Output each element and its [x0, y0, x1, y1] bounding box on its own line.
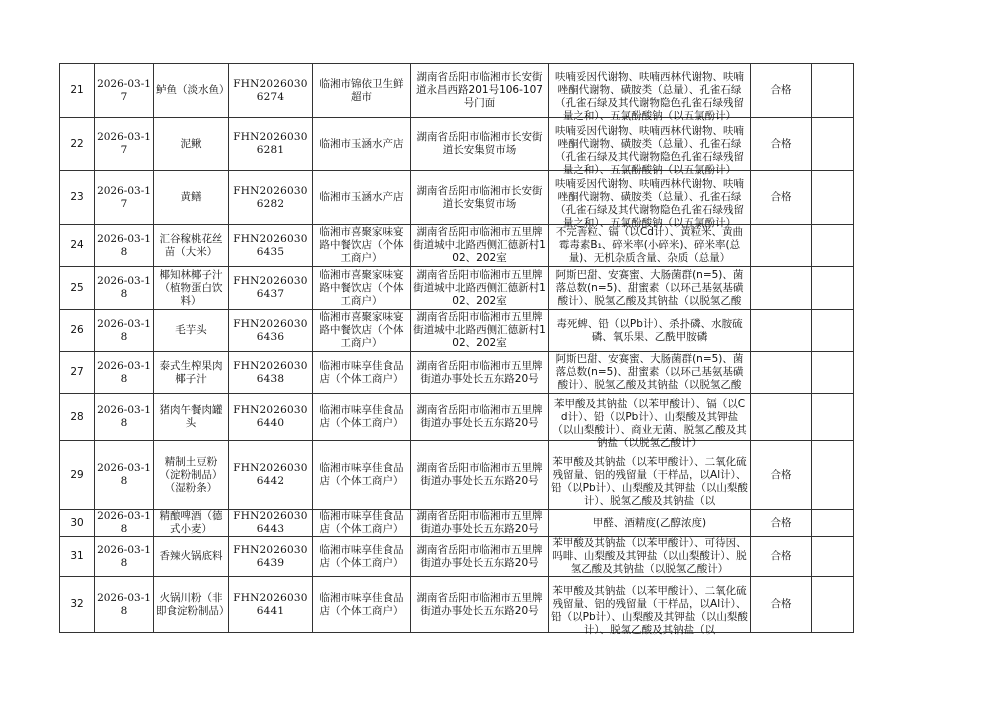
sample-name: 泥鳅	[154, 118, 229, 171]
test-items-text: 阿斯巴甜、安赛蜜、大肠菌群(n=5)、菌落总数(n=5)、甜蜜素（以环己基氨基磺酸计）、脱氢乙酸及其钠盐（以脱氢乙酸	[555, 268, 744, 307]
sampling-date: 2026-03-17	[95, 118, 154, 171]
unit-address: 湖南省岳阳市临湘市五里牌街道办事处长五东路20号	[411, 352, 549, 394]
sampled-unit: 临湘市味享佳食品店（个体工商户）	[313, 352, 411, 394]
result-cell	[751, 352, 812, 394]
sample-code: FHN20260306439	[229, 537, 313, 577]
test-items	[549, 310, 751, 352]
sample-name: 火锅川粉（非即食淀粉制品）	[154, 577, 229, 633]
result-cell: 合格	[751, 510, 812, 537]
row-number: 21	[60, 64, 95, 118]
unit-address: 湖南省岳阳市临湘市五里牌街道城中北路西侧汇德新村102、202室	[411, 267, 549, 310]
unit-address: 湖南省岳阳市临湘市五里牌街道办事处长五东路20号	[411, 394, 549, 441]
test-items-text: 苯甲酸及其钠盐（以苯甲酸计）、二氧化硫残留量、铝的残留量（干样品，以Al计）、铅（以Pb计）、山梨酸及其钾盐（以山梨酸计）、脱氢乙酸及其钠盐（以	[551, 455, 748, 507]
sample-name: 精酿啤酒（德式小麦）	[154, 510, 229, 537]
sampled-unit: 临湘市玉涵水产店	[313, 118, 411, 171]
test-items	[549, 510, 751, 537]
result-cell	[751, 267, 812, 310]
sampled-unit: 临湘市喜聚家味宴路中餐饮店（个体工商户）	[313, 310, 411, 352]
sample-code: FHN20260306437	[229, 267, 313, 310]
test-items	[549, 537, 751, 577]
sample-code: FHN20260306442	[229, 441, 313, 510]
result-cell: 合格	[751, 64, 812, 118]
remark-cell	[812, 537, 854, 577]
sample-name: 椰知林椰子汁（植物蛋白饮料）	[154, 267, 229, 310]
unit-address: 湖南省岳阳市临湘市五里牌街道办事处长五东路20号	[411, 577, 549, 633]
row-number: 30	[60, 510, 95, 537]
row-number: 25	[60, 267, 95, 310]
test-items-text: 苯甲酸及其钠盐（以苯甲酸计）、镉（以Cd计）、铅（以Pb计）、山梨酸及其钾盐（以山梨酸计）、商业无菌、脱氢乙酸及其钠盐（以脱氢乙酸计）	[552, 397, 747, 449]
sampling-date: 2026-03-18	[95, 225, 154, 267]
sampled-unit: 临湘市味享佳食品店（个体工商户）	[313, 441, 411, 510]
unit-address: 湖南省岳阳市临湘市长安街道永昌西路201号106-107号门面	[411, 64, 549, 118]
table-row	[60, 352, 854, 394]
test-items-text: 苯甲酸及其钠盐（以苯甲酸计）、二氧化硫残留量、铝的残留量（干样品，以Al计）、铅（以Pb计）、山梨酸及其钾盐（以山梨酸计）、脱氢乙酸及其钠盐（以	[551, 585, 748, 636]
remark-cell	[812, 225, 854, 267]
test-items-text: 不完善粒、镉（以Cd计）、黄粒米、黄曲霉毒素B₁、碎米率(小碎米)、碎米率(总量)、无机杂质含量、杂质（总量）	[555, 226, 744, 264]
table-row	[60, 267, 854, 310]
remark-cell	[812, 394, 854, 441]
test-items-text: 阿斯巴甜、安赛蜜、大肠菌群(n=5)、菌落总数(n=5)、甜蜜素（以环己基氨基磺酸计）、脱氢乙酸及其钠盐（以脱氢乙酸	[555, 353, 744, 391]
sample-code: FHN20260306441	[229, 577, 313, 633]
table-row	[60, 118, 854, 171]
sampled-unit: 临湘市喜聚家味宴路中餐饮店（个体工商户）	[313, 225, 411, 267]
test-items-text: 苯甲酸及其钠盐（以苯甲酸计）、可待因、吗啡、山梨酸及其钾盐（以山梨酸计）、脱氢乙酸及其钠盐（以脱氢乙酸计）	[552, 537, 747, 575]
result-cell: 合格	[751, 118, 812, 171]
row-number: 32	[60, 577, 95, 633]
remark-cell	[812, 577, 854, 633]
table-row	[60, 537, 854, 577]
remark-cell	[812, 310, 854, 352]
result-cell: 合格	[751, 537, 812, 577]
sampling-date: 2026-03-18	[95, 577, 154, 633]
row-number: 22	[60, 118, 95, 171]
test-items	[549, 225, 751, 267]
sample-code: FHN20260306435	[229, 225, 313, 267]
unit-address: 湖南省岳阳市临湘市长安街道长安集贸市场	[411, 118, 549, 171]
test-items-text: 呋喃妥因代谢物、呋喃西林代谢物、呋喃唑酮代谢物、磺胺类（总量）、孔雀石绿（孔雀石绿及其代谢物隐色孔雀石绿残留量之和）、五氯酚酸钠（以五氯酚计）	[555, 71, 744, 122]
row-number: 23	[60, 171, 95, 225]
unit-address: 湖南省岳阳市临湘市五里牌街道城中北路西侧汇德新村102、202室	[411, 310, 549, 352]
result-cell	[751, 225, 812, 267]
sampling-date: 2026-03-18	[95, 537, 154, 577]
sampled-unit: 临湘市玉涵水产店	[313, 171, 411, 225]
test-items-text: 毒死蜱、铅（以Pb计）、杀扑磷、水胺硫磷、氧乐果、乙酰甲胺磷	[556, 317, 743, 343]
result-cell: 合格	[751, 577, 812, 633]
result-cell: 合格	[751, 441, 812, 510]
sample-name: 香辣火锅底料	[154, 537, 229, 577]
result-cell: 合格	[751, 171, 812, 225]
unit-address: 湖南省岳阳市临湘市五里牌街道办事处长五东路20号	[411, 537, 549, 577]
sampled-unit: 临湘市味享佳食品店（个体工商户）	[313, 577, 411, 633]
test-items	[549, 394, 751, 449]
sample-code: FHN20260306274	[229, 64, 313, 118]
inspection-results-table	[59, 63, 854, 636]
row-number: 31	[60, 537, 95, 577]
sample-code: FHN20260306443	[229, 510, 313, 537]
sampled-unit: 临湘市锦依卫生鲜超市	[313, 64, 411, 118]
unit-address: 湖南省岳阳市临湘市五里牌街道办事处长五东路20号	[411, 441, 549, 510]
sample-name: 精制土豆粉（淀粉制品）（湿粉条）	[154, 441, 229, 510]
test-items	[549, 267, 751, 310]
result-cell	[751, 394, 812, 441]
row-number: 26	[60, 310, 95, 352]
remark-cell	[812, 352, 854, 394]
test-items	[549, 577, 751, 636]
table-row	[60, 394, 854, 441]
sampling-date: 2026-03-18	[95, 510, 154, 537]
sampling-date: 2026-03-18	[95, 352, 154, 394]
remark-cell	[812, 118, 854, 171]
table-row	[60, 64, 854, 118]
row-number: 27	[60, 352, 95, 394]
row-number: 28	[60, 394, 95, 441]
sample-name: 猪肉午餐肉罐头	[154, 394, 229, 441]
remark-cell	[812, 267, 854, 310]
sampled-unit: 临湘市味享佳食品店（个体工商户）	[313, 537, 411, 577]
test-items	[549, 171, 751, 229]
table-row	[60, 577, 854, 633]
table-row	[60, 225, 854, 267]
sample-name: 鲈鱼（淡水鱼）	[154, 64, 229, 118]
sample-code: FHN20260306282	[229, 171, 313, 225]
sampled-unit: 临湘市喜聚家味宴路中餐饮店（个体工商户）	[313, 267, 411, 310]
sampling-date: 2026-03-17	[95, 171, 154, 225]
test-items-text: 呋喃妥因代谢物、呋喃西林代谢物、呋喃唑酮代谢物、磺胺类（总量）、孔雀石绿（孔雀石绿及其代谢物隐色孔雀石绿残留量之和）、五氯酚酸钠（以五氯酚计）	[555, 178, 744, 229]
test-items-text: 甲醛、酒精度(乙醇浓度)	[592, 516, 707, 529]
test-items	[549, 64, 751, 122]
test-items	[549, 441, 751, 510]
remark-cell	[812, 510, 854, 537]
test-items-text: 呋喃妥因代谢物、呋喃西林代谢物、呋喃唑酮代谢物、磺胺类（总量）、孔雀石绿（孔雀石绿及其代谢物隐色孔雀石绿残留量之和）、五氯酚酸钠（以五氯酚计）	[555, 124, 744, 176]
remark-cell	[812, 64, 854, 118]
result-cell	[751, 310, 812, 352]
sampling-date: 2026-03-18	[95, 441, 154, 510]
table-row	[60, 310, 854, 352]
unit-address: 湖南省岳阳市临湘市长安街道长安集贸市场	[411, 171, 549, 225]
sample-code: FHN20260306438	[229, 352, 313, 394]
sample-code: FHN20260306436	[229, 310, 313, 352]
sample-code: FHN20260306440	[229, 394, 313, 441]
sampling-date: 2026-03-18	[95, 394, 154, 441]
sample-name: 毛芋头	[154, 310, 229, 352]
sample-name: 汇谷稼桃花丝苗（大米）	[154, 225, 229, 267]
sample-name: 泰式生榨果肉椰子汁	[154, 352, 229, 394]
sampling-date: 2026-03-18	[95, 310, 154, 352]
sampled-unit: 临湘市味享佳食品店（个体工商户）	[313, 510, 411, 537]
row-number: 24	[60, 225, 95, 267]
table-row	[60, 441, 854, 510]
sampled-unit: 临湘市味享佳食品店（个体工商户）	[313, 394, 411, 441]
unit-address: 湖南省岳阳市临湘市五里牌街道城中北路西侧汇德新村102、202室	[411, 225, 549, 267]
unit-address: 湖南省岳阳市临湘市五里牌街道办事处长五东路20号	[411, 510, 549, 537]
row-number: 29	[60, 441, 95, 510]
remark-cell	[812, 441, 854, 510]
sample-code: FHN20260306281	[229, 118, 313, 171]
remark-cell	[812, 171, 854, 225]
table-row	[60, 510, 854, 537]
table-row	[60, 171, 854, 225]
sampling-date: 2026-03-18	[95, 267, 154, 310]
test-items	[549, 352, 751, 394]
test-items	[549, 118, 751, 176]
sample-name: 黄鳝	[154, 171, 229, 225]
sampling-date: 2026-03-17	[95, 64, 154, 118]
